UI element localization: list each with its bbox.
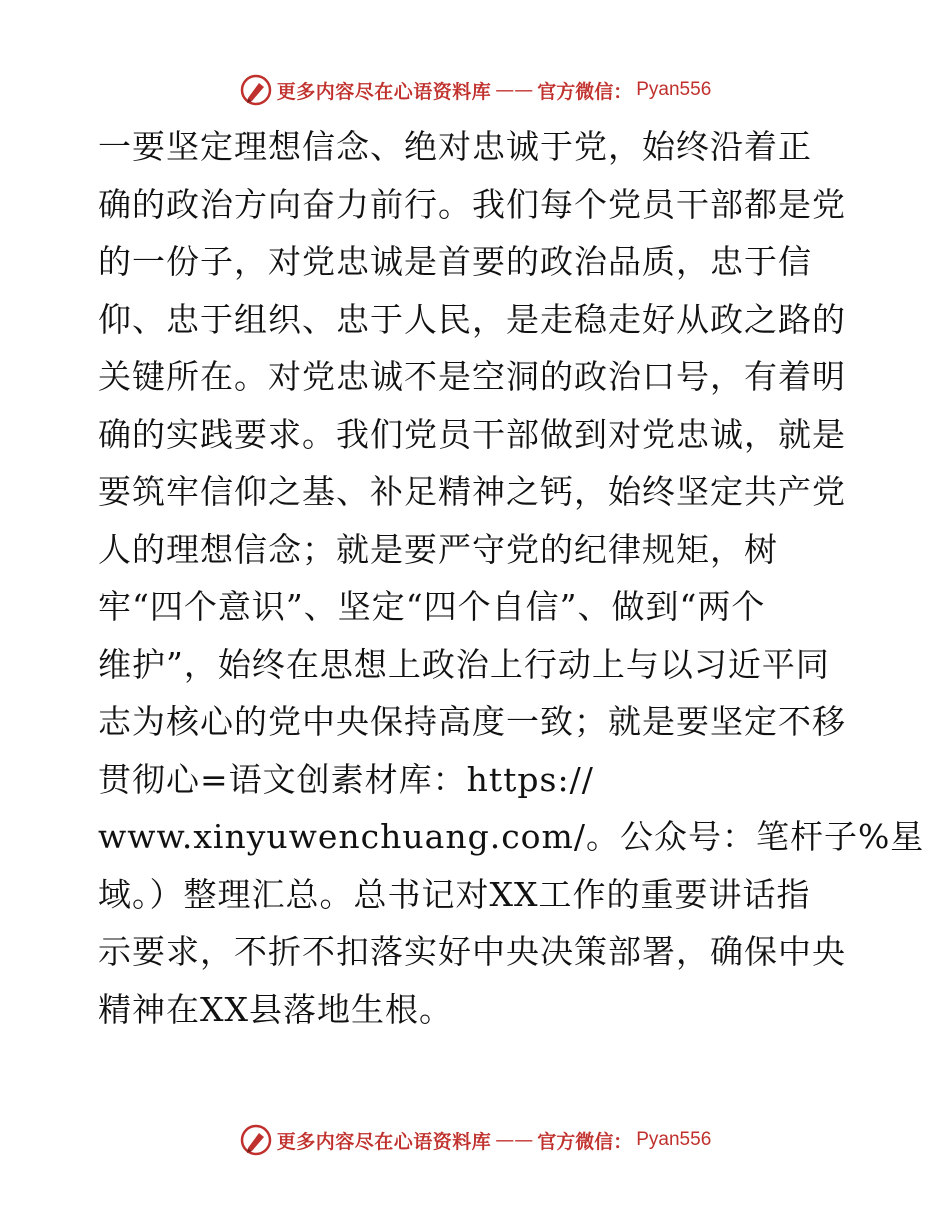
header-watermark-banner <box>0 70 950 110</box>
body-line: 域。）整理汇总。总书记对XX工作的重要讲话指 <box>98 874 811 914</box>
pen-logo-icon <box>239 1123 273 1157</box>
body-line: 确的政治方向奋力前行。我们每个党员干部都是党 <box>98 184 846 224</box>
body-line: 确的实践要求。我们党员干部做到对党忠诚，就是 <box>98 414 846 454</box>
body-line: 要筑牢信仰之基、补足精神之钙，始终坚定共产党 <box>98 472 846 511</box>
banner-promo-text: 更多内容尽在心语资料库 <box>276 1130 492 1153</box>
body-line: 示要求，不折不扣落实好中央决策部署，确保中央 <box>98 932 846 971</box>
body-line: 精神在XX县落地生根。 <box>98 989 453 1029</box>
footer-watermark-banner <box>0 1120 950 1160</box>
body-line: 志为核心的党中央保持高度一致；就是要坚定不移 <box>98 702 846 741</box>
banner-wechat-label: 官方微信： <box>537 1130 633 1153</box>
banner-dash: —— <box>495 79 534 101</box>
banner-wechat-handle: Pyan556 <box>636 79 712 100</box>
body-line: 贯彻心=语文创素材库：https:// <box>98 759 594 799</box>
body-line: 人的理想信念；就是要严守党的纪律规矩，树 <box>98 529 778 569</box>
body-line: 牢“四个意识”、坚定“四个自信”、做到“两个 <box>98 587 766 626</box>
banner-promo-text: 更多内容尽在心语资料库 <box>276 80 492 103</box>
body-line: 维护”，始终在思想上政治上行动上与以习近平同 <box>98 644 830 684</box>
body-line: 仰、忠于组织、忠于人民，是走稳走好从政之路的 <box>98 299 846 339</box>
banner-wechat-label: 官方微信： <box>537 80 633 103</box>
pen-logo-icon <box>239 73 273 107</box>
body-line: 一要坚定理想信念、绝对忠诚于党，始终沿着正 <box>98 127 812 166</box>
body-line: 关键所在。对党忠诚不是空洞的政治口号，有着明 <box>98 357 846 396</box>
banner-wechat-handle: Pyan556 <box>636 1129 712 1150</box>
body-line: www.xinyuwenchuang.com/。公众号：笔杆子%星 <box>98 817 925 856</box>
document-body <box>98 118 925 1038</box>
body-line: 的一份子，对党忠诚是首要的政治品质，忠于信 <box>98 242 812 281</box>
banner-dash: —— <box>495 1129 534 1151</box>
